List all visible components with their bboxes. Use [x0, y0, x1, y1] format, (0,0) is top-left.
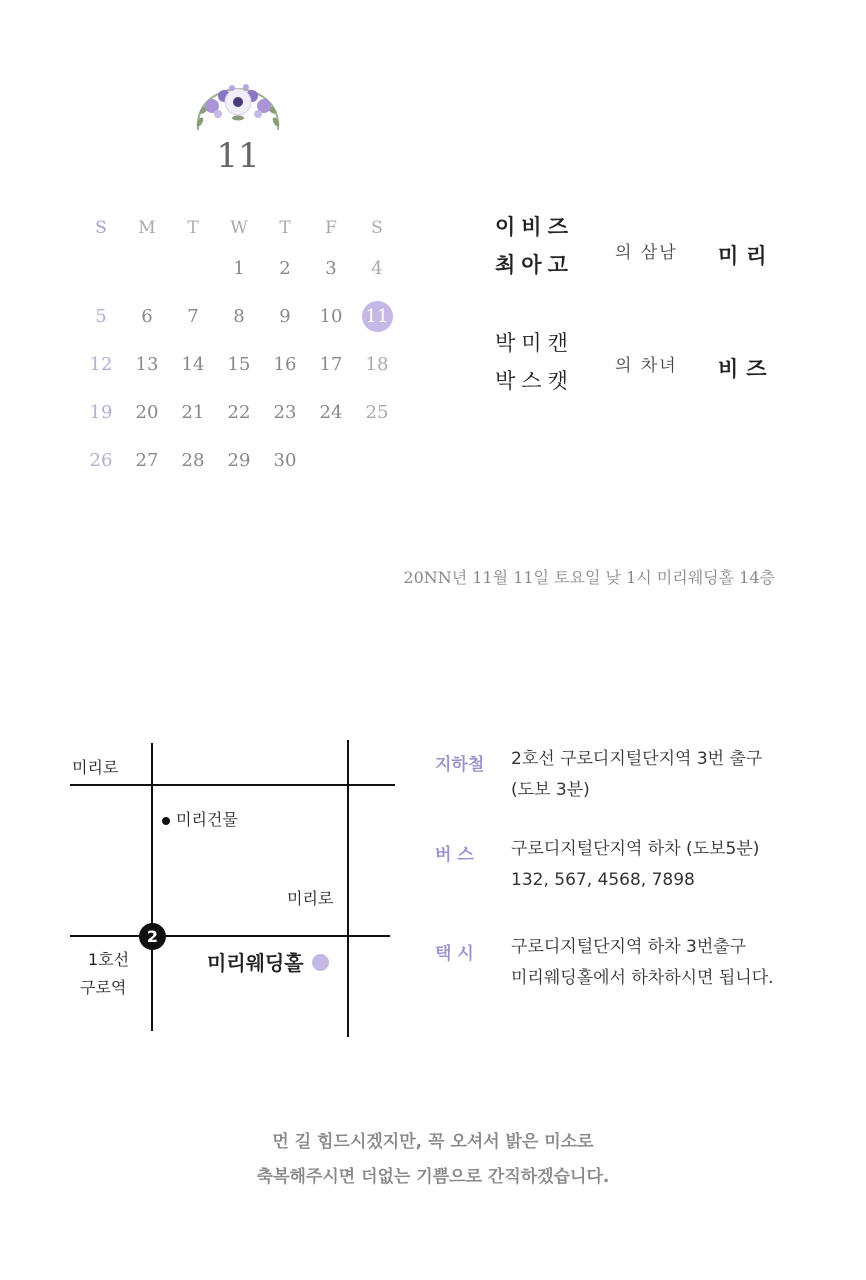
calendar-empty-cell — [354, 436, 400, 484]
venue-label: 미리웨딩홀 — [207, 951, 304, 975]
building-label: 미리건물 — [176, 810, 238, 829]
calendar-day-number: 11 — [362, 301, 393, 332]
calendar-day: 14 — [181, 353, 205, 375]
calendar-day: 20 — [135, 401, 159, 423]
groom-relation: 의 삼남 — [615, 243, 678, 263]
bus-label: 버 스 — [435, 845, 474, 865]
calendar-day: 19 — [89, 401, 113, 423]
calendar-day: 3 — [325, 257, 337, 279]
bus-directions — [511, 834, 759, 896]
calendar-days — [78, 244, 400, 484]
calendar-day: 18 — [365, 353, 389, 375]
calendar-day: 22 — [227, 401, 251, 423]
weekday-label: T — [279, 218, 291, 238]
calendar-week-row — [78, 244, 400, 292]
calendar-weekday-header — [78, 212, 400, 244]
weekday-label: S — [95, 218, 107, 238]
event-date-location: 20NN년 11월 11일 토요일 낮 1시 미리웨딩홀 14층 — [403, 568, 775, 587]
calendar-day: 26 — [89, 449, 113, 471]
groom-father-name: 이비즈 — [495, 215, 574, 239]
calendar-day: 4 — [371, 257, 383, 279]
calendar-day: 21 — [181, 401, 205, 423]
calendar-day: 10 — [319, 305, 343, 327]
calendar-week-row — [78, 388, 400, 436]
calendar-day: 17 — [319, 353, 343, 375]
calendar-day: 8 — [233, 305, 245, 327]
bride-parents — [495, 324, 574, 400]
calendar-empty-cell — [308, 436, 354, 484]
bullet-icon — [162, 817, 170, 825]
closing-message — [100, 1125, 766, 1195]
location-map — [60, 735, 405, 1045]
calendar-day: 25 — [365, 401, 389, 423]
bride-name: 비즈 — [718, 357, 775, 381]
calendar-week-row — [78, 292, 400, 340]
calendar-empty-cell — [170, 244, 216, 292]
weekday-label: M — [138, 218, 156, 238]
calendar-empty-cell — [78, 244, 124, 292]
weekday-label: S — [371, 218, 383, 238]
calendar — [78, 212, 400, 484]
calendar-day: 13 — [135, 353, 159, 375]
weekday-label: W — [230, 218, 248, 238]
groom-mother-name: 최아고 — [495, 253, 574, 277]
calendar-day: 15 — [227, 353, 251, 375]
closing-line1: 먼 길 힘드시겠지만, 꼭 오셔서 밝은 미소로 — [272, 1132, 594, 1152]
weekday-label: F — [325, 218, 337, 238]
calendar-day: 2 — [279, 257, 291, 279]
subway-line2: (도보 3분) — [511, 780, 590, 800]
calendar-day: 29 — [227, 449, 251, 471]
calendar-day: 12 — [89, 353, 113, 375]
bus-line1: 구로디지털단지역 하차 (도보5분) — [511, 839, 760, 859]
calendar-week-row — [78, 340, 400, 388]
calendar-day: 23 — [273, 401, 297, 423]
station-name-label: 구로역 — [80, 978, 127, 997]
exit-number-badge: 2 — [139, 923, 166, 950]
venue-location-marker — [312, 954, 329, 971]
closing-line2: 축복해주시면 더없는 기쁨으로 간직하겠습니다. — [256, 1167, 610, 1187]
bride-mother-name: 박스캣 — [495, 369, 574, 393]
calendar-day: 30 — [273, 449, 297, 471]
calendar-week-row — [78, 436, 400, 484]
calendar-day: 28 — [181, 449, 205, 471]
bride-father-name: 박미캔 — [495, 331, 574, 355]
station-line-label: 1호선 — [88, 950, 130, 969]
calendar-day: 16 — [273, 353, 297, 375]
groom-parents — [495, 208, 574, 284]
taxi-line1: 구로디지털단지역 하차 3번출구 — [511, 937, 747, 957]
bride-relation: 의 차녀 — [615, 356, 678, 376]
calendar-day: 6 — [141, 305, 153, 327]
road-label-top: 미리로 — [72, 758, 119, 777]
calendar-day: 5 — [95, 305, 107, 327]
bus-line2: 132, 567, 4568, 7898 — [511, 870, 695, 890]
weekday-label: T — [187, 218, 199, 238]
calendar-month: 11 — [216, 136, 260, 176]
taxi-directions — [511, 932, 774, 994]
calendar-day-highlighted — [354, 292, 400, 340]
calendar-empty-cell — [124, 244, 170, 292]
calendar-day: 1 — [233, 257, 245, 279]
groom-name: 미리 — [718, 244, 775, 268]
calendar-day: 27 — [135, 449, 159, 471]
subway-label: 지하철 — [435, 755, 485, 775]
building-marker — [162, 807, 238, 830]
calendar-day: 24 — [319, 401, 343, 423]
road-label-mid: 미리로 — [287, 889, 334, 908]
subway-line1: 2호선 구로디지털단지역 3번 출구 — [511, 749, 763, 769]
calendar-day: 9 — [279, 305, 291, 327]
taxi-label: 택 시 — [435, 944, 474, 964]
calendar-day: 7 — [187, 305, 199, 327]
taxi-line2: 미리웨딩홀에서 하차하시면 됩니다. — [511, 968, 774, 988]
subway-directions — [511, 744, 762, 806]
